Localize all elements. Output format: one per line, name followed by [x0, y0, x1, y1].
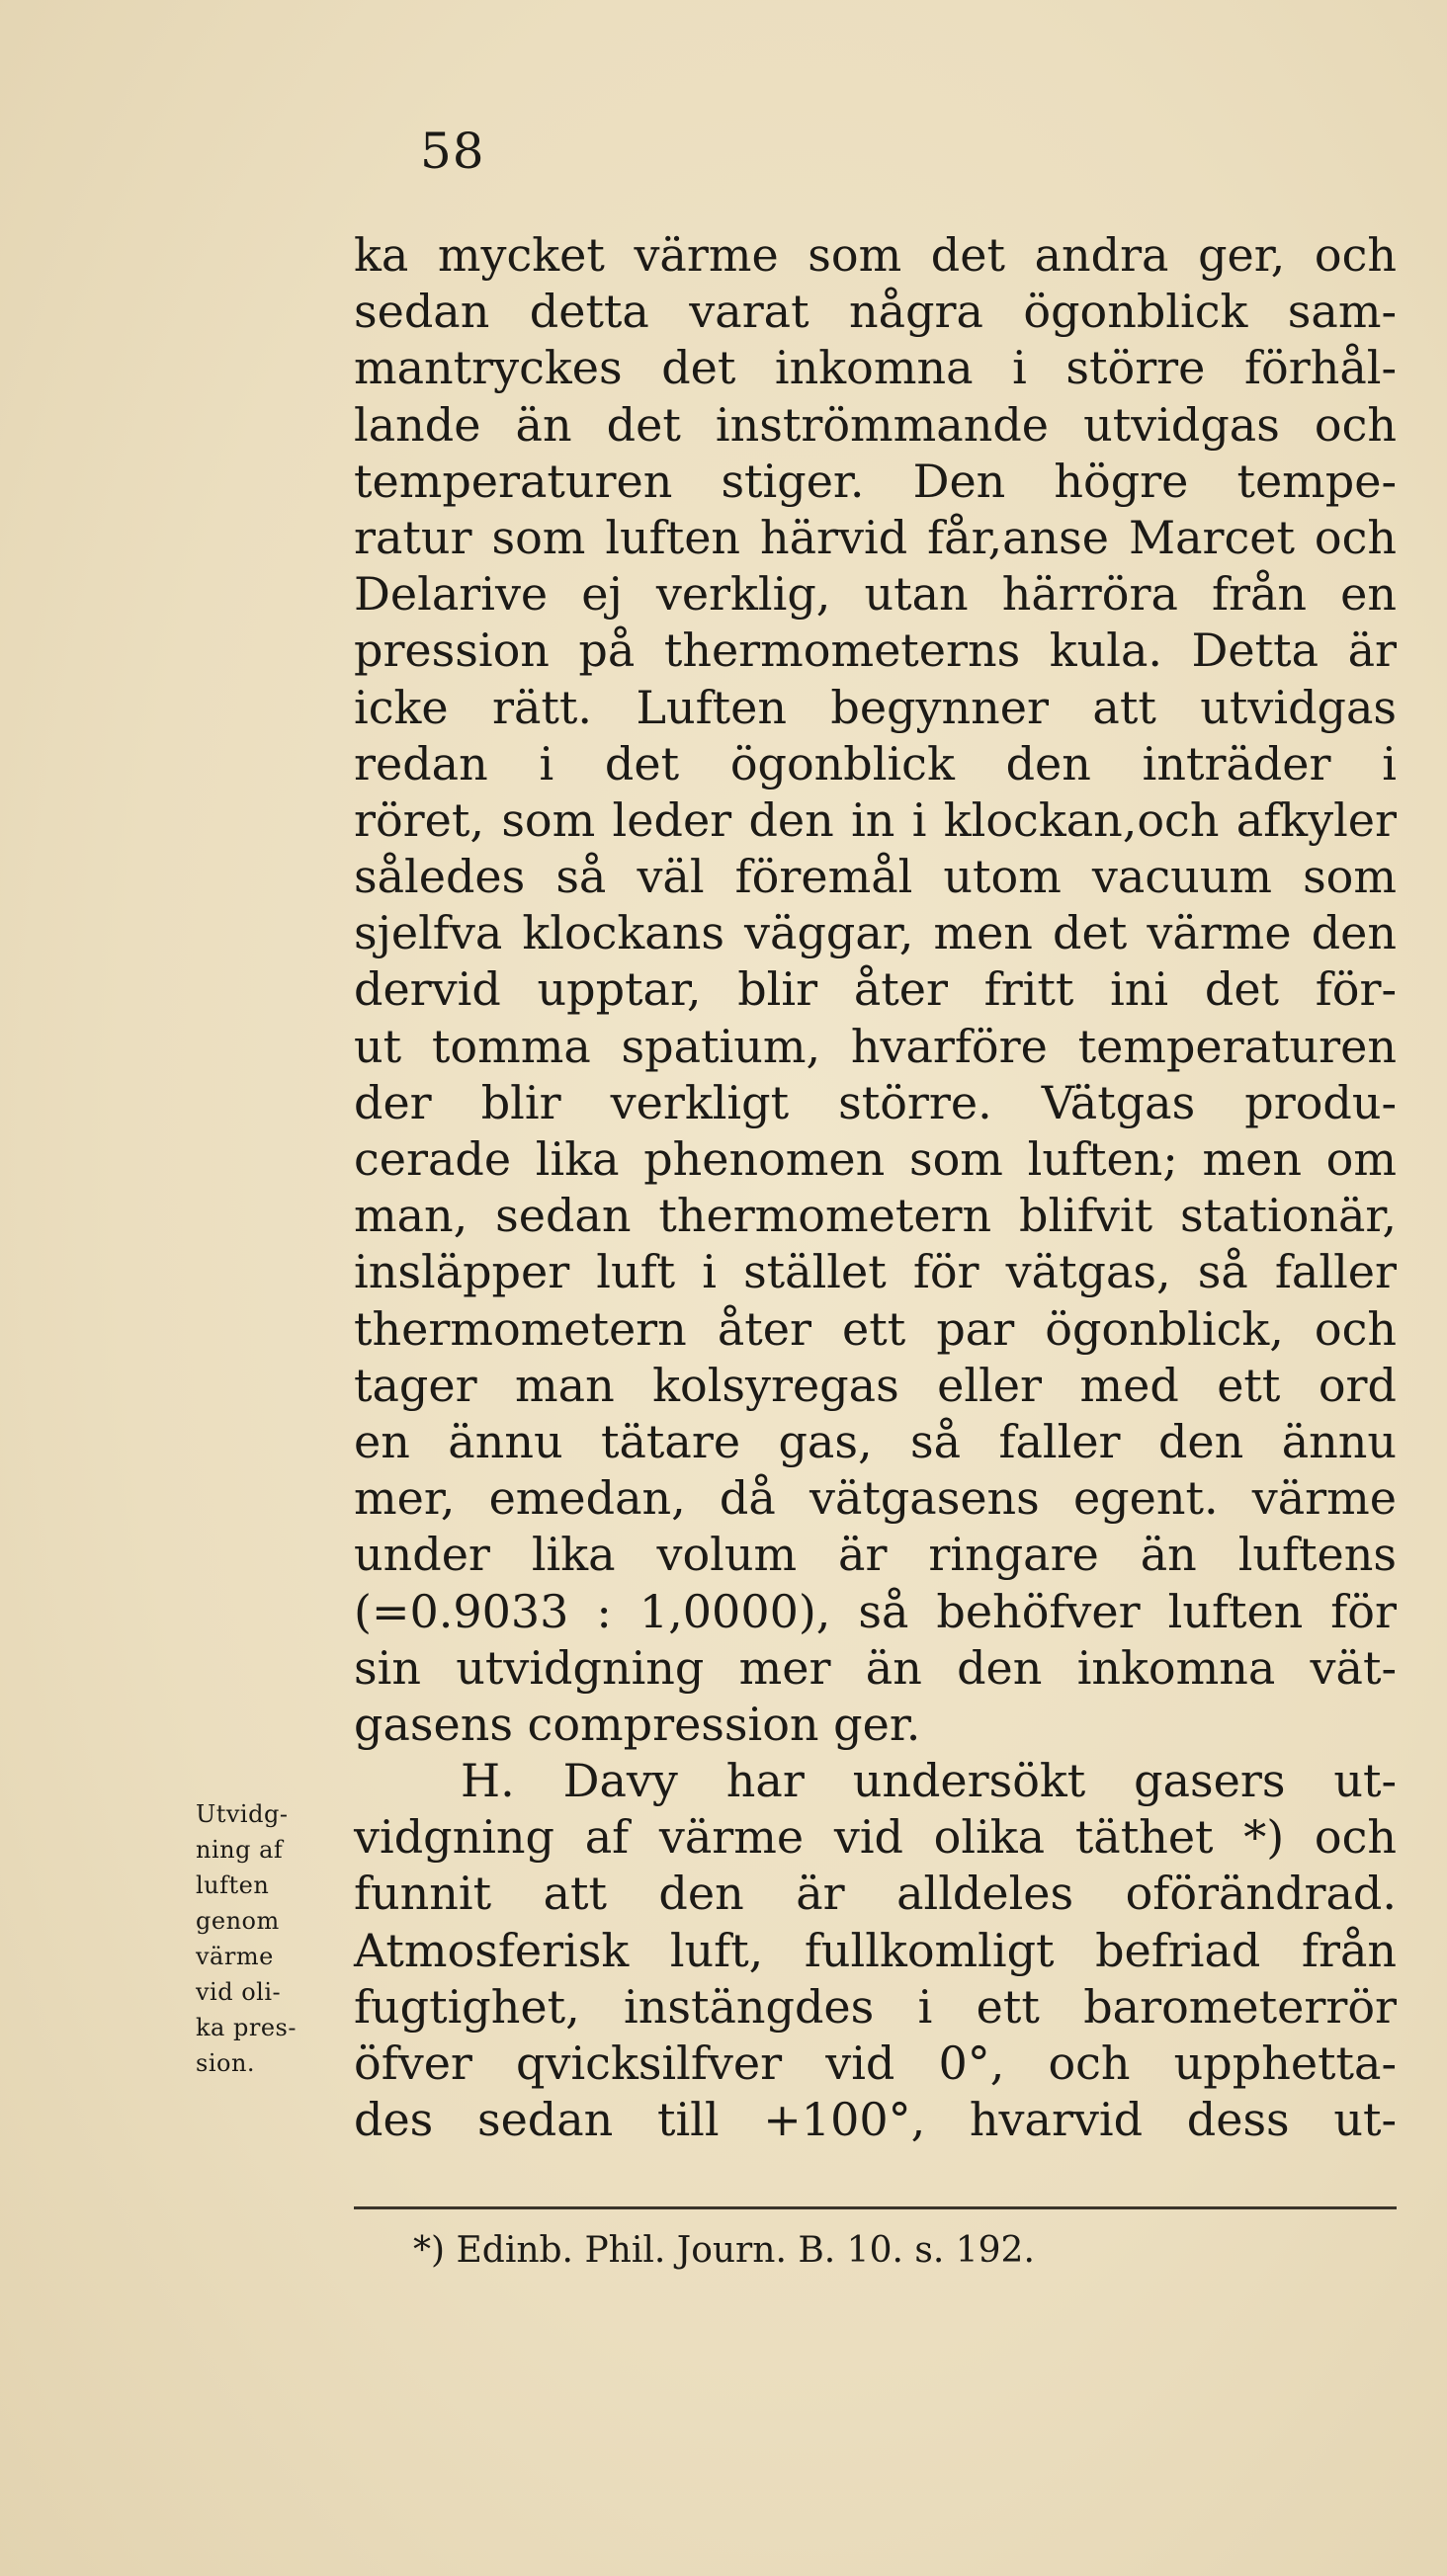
page-number: 58 — [420, 123, 485, 180]
text-line: thermometern åter ett par ögonblick, och — [354, 1301, 1397, 1356]
text-line: pression på thermometerns kula. Detta är — [354, 623, 1397, 678]
text-line: röret, som leder den in i klockan,och afkyler — [354, 792, 1397, 847]
text-line: sedan detta varat några ögonblick sam- — [354, 285, 1397, 339]
text-line: vidgning af värme vid olika täthet *) och — [354, 1810, 1397, 1865]
paragraph-end-line: gasens compression ger. — [354, 1697, 921, 1751]
text-line: des sedan till +100°, hvarvid dess ut- — [354, 2093, 1397, 2147]
text-line: (=0.9033 : 1,0000), så behöfver luften för — [354, 1584, 1397, 1638]
text-line: lande än det inströmmande utvidgas och — [354, 397, 1397, 452]
text-line: mer, emedan, då vätgasens egent. värme — [354, 1471, 1397, 1526]
text-line: öfver qvicksilfver vid 0°, och upphetta- — [354, 2036, 1397, 2090]
text-line: icke rätt. Luften begynner att utvidgas — [354, 680, 1397, 734]
margin-note-line: sion. — [196, 2049, 256, 2077]
text-line: således så väl föremål utom vacuum som — [354, 850, 1397, 904]
margin-note-line: vid oli- — [196, 1978, 282, 2006]
margin-note-line: ning af — [196, 1836, 284, 1864]
text-line: temperaturen stiger. Den högre tempe- — [354, 454, 1397, 508]
text-line: dervid upptar, blir åter fritt ini det för- — [354, 962, 1397, 1017]
text-line: redan i det ögonblick den inträder i — [354, 736, 1397, 790]
text-line: man, sedan thermometern blifvit stationär, — [354, 1189, 1397, 1243]
text-line: insläpper luft i stället för vätgas, så faller — [354, 1245, 1397, 1299]
margin-note-line: genom — [196, 1907, 280, 1935]
text-line: cerade lika phenomen som luften; men om — [354, 1132, 1397, 1186]
text-line: funnit att den är alldeles oförändrad. — [354, 1867, 1397, 1921]
margin-note — [196, 1796, 354, 2081]
text-line: under lika volum är ringare än luftens — [354, 1528, 1397, 1582]
paragraph-start-line: H. Davy har undersökt gasers ut- — [461, 1754, 1397, 1808]
text-line: ka mycket värme som det andra ger, och — [354, 228, 1397, 282]
text-line: mantryckes det inkomna i större förhål- — [354, 341, 1397, 395]
text-line: sjelfva klockans väggar, men det värme den — [354, 906, 1397, 960]
margin-note-line: Utvidg- — [196, 1800, 289, 1828]
text-line: ut tomma spatium, hvarföre temperaturen — [354, 1019, 1397, 1073]
text-line: der blir verkligt större. Vätgas produ- — [354, 1075, 1397, 1129]
text-line: ratur som luften härvid får,anse Marcet och — [354, 510, 1397, 564]
text-line: fugtighet, instängdes i ett barometerrör — [354, 1979, 1397, 2034]
margin-note-line: ka pres- — [196, 2014, 297, 2041]
footnote-divider — [354, 2206, 1397, 2209]
text-line: Delarive ej verklig, utan härröra från en — [354, 567, 1397, 622]
footnote: *) Edinb. Phil. Journ. B. 10. s. 192. — [413, 2230, 1035, 2271]
text-line: sin utvidgning mer än den inkomna vät- — [354, 1640, 1397, 1695]
text-line: tager man kolsyregas eller med ett ord — [354, 1358, 1397, 1412]
margin-note-line: luften — [196, 1871, 270, 1899]
text-line: Atmosferisk luft, fullkomligt befriad från — [354, 1923, 1397, 1977]
margin-note-line: värme — [196, 1943, 274, 1970]
text-line: en ännu tätare gas, så faller den ännu — [354, 1414, 1397, 1468]
body-text — [354, 227, 1397, 2148]
